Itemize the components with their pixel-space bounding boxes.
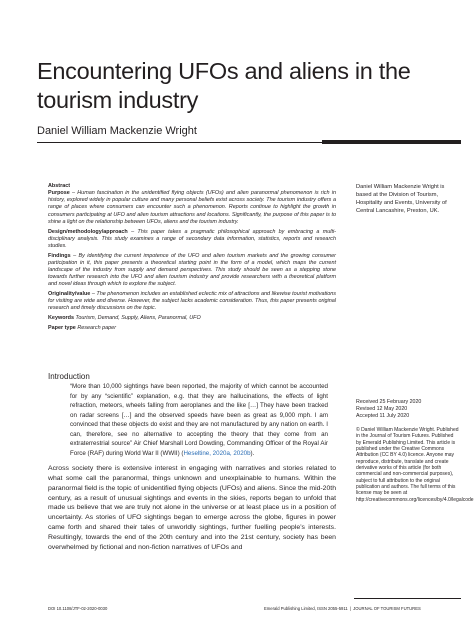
citation-link[interactable]: Heseltine, 2020a, 2020b	[183, 449, 251, 457]
footer-divider	[354, 598, 461, 599]
findings-text: – By identifying the current impotence of the UFO and alien tourism markets and the growing consumer participation in it, this paper presents a theoretical starting point in the form of a model, which maps the current landscape of the industry from supply and demand perspectives. This study should be seen as a stepping stone towards further research into the UFO and alien tourism industry and provide researchers with a theoretical platform and novel ideas through which to explore the subject.	[48, 252, 336, 288]
quote-end: ).	[250, 449, 255, 457]
originality-label: Originality/value	[48, 290, 91, 297]
design-label: Design/methodology/approach	[48, 228, 128, 235]
article-dates	[356, 399, 456, 420]
abstract-findings	[48, 253, 336, 289]
abstract-keywords	[48, 315, 336, 322]
abstract-section	[48, 183, 336, 335]
copyright-notice: © Daniel William Mackenzie Wright. Published in the Journal of Tourism Futures. Published by Emerald Publishing Limited. This article is published under the Creative Commons Attribution (CC BY 4.0) licence. Anyone may reproduce, distribute, translate and create derivative works of this article (for both commercial and non-commercial purposes), subject to full attribution to the original publication and authors. The full terms of this license may be seen at http://creativecommons.org/licences/by/4.0/legalcode	[356, 427, 474, 503]
footer-publisher	[264, 606, 421, 611]
article-author: Daniel William Mackenzie Wright	[37, 125, 197, 137]
design-text: – This paper takes a pragmatic philosophical approach by embracing a multi-disciplinary analysis. This study examines a range of secondary data information, statistics, reports and research studies.	[48, 228, 336, 249]
purpose-text: – Human fascination in the unidentified flying objects (UFOs) and alien paranormal phenomenon is rich in history, explored widely in popular culture and many personal beliefs exist across society. The tourism industry offers a range of places where consumers can encounter such a phenomenon. Reports continue to highlight the growth in consumers participating at UFO and alien tourism attractions and locations. Significantly, the purpose of this paper is to shine a light on the relationship between UFOs, aliens and the tourism industry.	[48, 190, 336, 225]
date-received: Received 25 February 2020	[356, 399, 422, 405]
publisher-text: Emerald Publishing Limited, ISSN 2055-5911	[264, 606, 348, 611]
abstract-paper-type	[48, 325, 336, 332]
article-title: Encountering UFOs and aliens in the tourism industry	[37, 58, 411, 113]
findings-label: Findings	[48, 252, 71, 259]
block-quote	[70, 382, 328, 458]
doi-text[interactable]: DOI 10.1108/JTF-02-2020-0030	[48, 606, 108, 611]
abstract-design	[48, 229, 336, 250]
journal-name: JOURNAL OF TOURISM FUTURES	[353, 606, 421, 611]
paper-type-text: Research paper	[75, 324, 117, 331]
quote-text: “More than 10,000 sightings have been reported, the majority of which cannot be accounted for by any “scientific” explanation, e.g. that they are hallucinations, the effects of light refraction, meteors, wheels falling from aeroplanes and the like […] They have been tracked on radar screens […] and the observed speeds have been as great as 9,000 mph. I am convinced that these objects do exist and they are not manufactured by any nation on earth. I can, therefore, see no alternative to accepting the theory that they come from an extraterrestrial source” Air Chief Marshall Lord Dowding, Commanding Officer of the Royal Air Force (RAF) during World War II (WWII) (	[70, 383, 328, 457]
date-accepted: Accepted 11 July 2020	[356, 412, 410, 419]
date-revised: Revised 12 May 2020	[356, 405, 408, 412]
author-affiliation: Daniel William Mackenzie Wright is based at the Division of Tourism, Hospitality and Events, University of Central Lancashire, Preston, UK.	[356, 184, 447, 214]
footer-separator: |	[349, 606, 351, 611]
keywords-label: Keywords	[48, 315, 74, 322]
abstract-purpose	[48, 190, 336, 226]
section-heading-introduction: Introduction	[48, 372, 90, 381]
header-divider-accent	[322, 140, 461, 144]
originality-text: – The phenomenon includes an established eclectic mix of attractions and likewise tourist motivations for visiting are wide and diverse. However, the subject lacks academic consideration. Thus, this paper presents original research and timely discussions on the topic.	[48, 290, 336, 312]
abstract-heading: Abstract	[48, 183, 71, 189]
body-paragraph: Across society there is extensive interest in engaging with narratives and stories related to what some call the paranormal, things unknown and unexplainable to humans. Within the paranormal field is the topic of unidentified flying objects (UFOs) and aliens. Since the mid-20th century, as a result of unusual sightings and events in the skies, reports began to unfold that made us believe that we are truly not alone in the universe or at least place us in a position of uncertainty. As stories of UFO sightings began to emerge across the globe, figures in power came forth and shared their tales of unworldly sightings, further fuelling people’s interests. Resultingly, towards the end of the 20th century and into the 21st century, society has been overwhelmed by fictional and non-fiction narratives of UFOs and	[48, 465, 336, 551]
abstract-originality	[48, 291, 336, 312]
keywords-text: Tourism, Demand, Supply, Aliens, Paranormal, UFO	[74, 315, 201, 322]
purpose-label: Purpose	[48, 190, 70, 197]
paper-type-label: Paper type	[48, 324, 76, 331]
